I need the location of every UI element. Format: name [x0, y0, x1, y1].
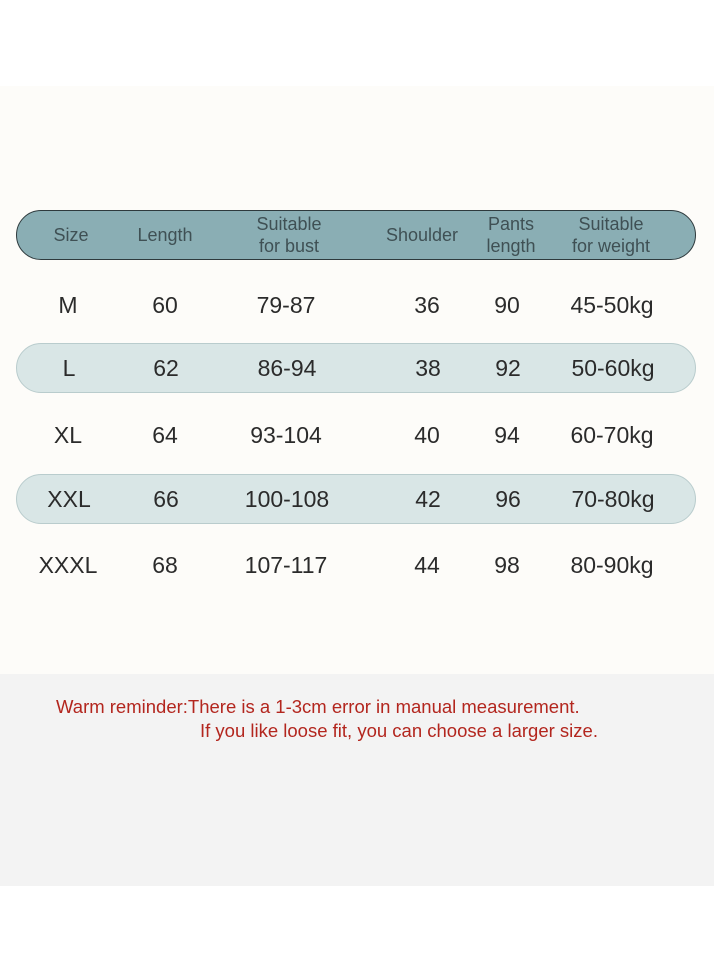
- shoulder-cell: 38: [415, 354, 441, 381]
- size-cell: M: [58, 291, 78, 318]
- bust-cell: 107-117: [244, 551, 328, 578]
- size-cell: XXL: [47, 485, 91, 512]
- bust-cell: 100-108: [244, 485, 330, 512]
- table-row: [16, 474, 696, 524]
- weight-cell: 50-60kg: [571, 354, 655, 381]
- length-cell: 66: [153, 485, 179, 512]
- warm-reminder-line-1: Warm reminder:There is a 1-3cm error in manual measurement.: [56, 696, 580, 717]
- pants-length-cell: 94: [494, 421, 520, 448]
- header-size: Size: [53, 225, 89, 245]
- length-cell: 60: [152, 291, 178, 318]
- bust-cell: 93-104: [250, 421, 322, 448]
- warm-reminder-line-2: If you like loose fit, you can choose a larger size.: [200, 720, 598, 741]
- weight-cell: 60-70kg: [570, 421, 654, 448]
- size-cell: L: [62, 354, 76, 381]
- weight-cell: 70-80kg: [571, 485, 655, 512]
- header-weight: Suitable for weight: [571, 214, 651, 256]
- size-cell: XL: [53, 421, 83, 448]
- pants-length-cell: 90: [494, 291, 520, 318]
- pants-length-cell: 98: [494, 551, 520, 578]
- shoulder-cell: 36: [414, 291, 440, 318]
- header-bust: Suitable for bust: [256, 214, 322, 256]
- pants-length-cell: 92: [495, 354, 521, 381]
- pants-length-cell: 96: [495, 485, 521, 512]
- weight-cell: 45-50kg: [570, 291, 654, 318]
- shoulder-cell: 44: [414, 551, 440, 578]
- length-cell: 62: [153, 354, 179, 381]
- length-cell: 64: [152, 421, 178, 448]
- table-row: [16, 540, 696, 590]
- bust-cell: 86-94: [257, 354, 317, 381]
- size-table-header: [16, 210, 696, 260]
- header-pants-length: Pants length: [486, 214, 536, 256]
- header-length: Length: [137, 225, 193, 245]
- shoulder-cell: 42: [415, 485, 441, 512]
- shoulder-cell: 40: [414, 421, 440, 448]
- weight-cell: 80-90kg: [570, 551, 654, 578]
- header-shoulder: Shoulder: [385, 225, 459, 245]
- length-cell: 68: [152, 551, 178, 578]
- table-row: [16, 280, 696, 330]
- table-row: [16, 343, 696, 393]
- bust-cell: 79-87: [256, 291, 316, 318]
- size-cell: XXXL: [38, 551, 98, 578]
- table-row: [16, 410, 696, 460]
